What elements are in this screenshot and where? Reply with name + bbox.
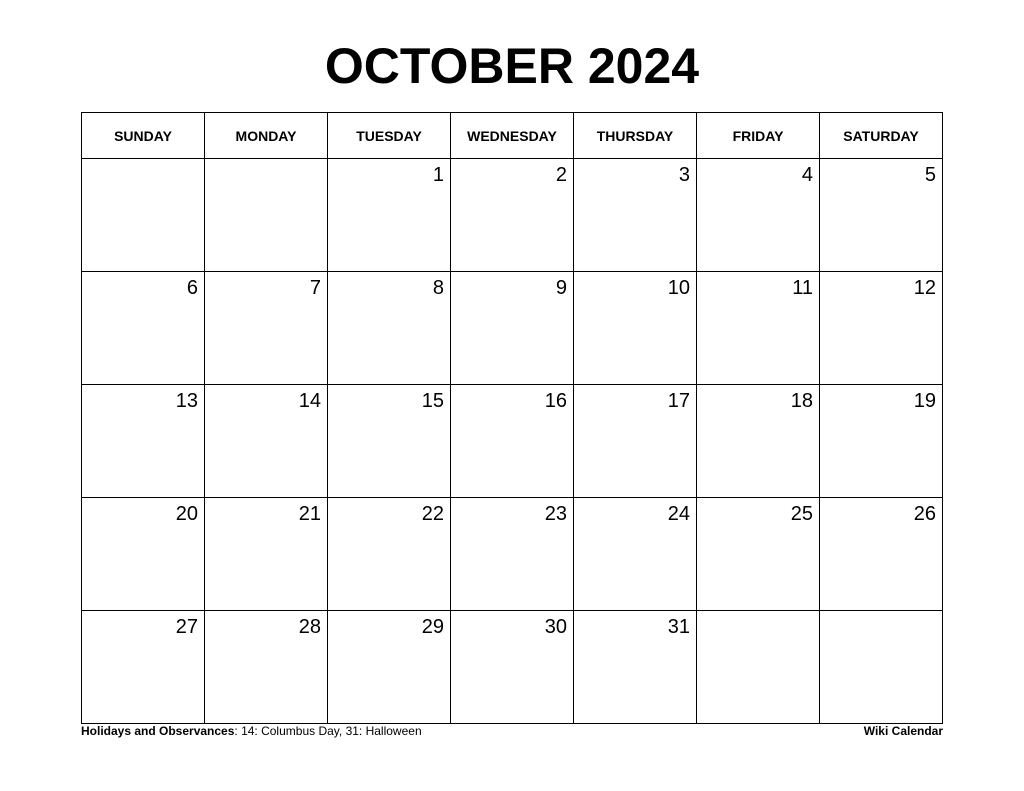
day-number xyxy=(820,611,942,616)
day-cell xyxy=(820,159,943,272)
week-row xyxy=(82,611,943,724)
weekday-sunday: SUNDAY xyxy=(82,113,205,159)
day-number: 24 xyxy=(667,503,690,525)
day-cell xyxy=(697,272,820,385)
day-cell xyxy=(697,498,820,611)
day-number: 17 xyxy=(667,390,690,412)
week-row xyxy=(82,385,943,498)
day-number: 29 xyxy=(421,616,444,638)
day-number: 21 xyxy=(298,503,321,525)
day-number: 23 xyxy=(544,503,567,525)
day-cell xyxy=(328,498,451,611)
day-cell xyxy=(205,159,328,272)
day-number: 3 xyxy=(678,164,690,186)
weekday-tuesday: TUESDAY xyxy=(328,113,451,159)
day-cell xyxy=(574,498,697,611)
weekday-monday: MONDAY xyxy=(205,113,328,159)
day-cell xyxy=(82,498,205,611)
day-cell xyxy=(697,611,820,724)
holidays-label: Holidays and Observances xyxy=(81,724,235,738)
day-number: 2 xyxy=(555,164,567,186)
holidays-text: : 14: Columbus Day, 31: Halloween xyxy=(234,724,422,738)
week-row xyxy=(82,272,943,385)
day-number: 19 xyxy=(913,390,936,412)
day-number: 16 xyxy=(544,390,567,412)
day-cell xyxy=(205,498,328,611)
day-number: 6 xyxy=(186,277,198,299)
day-cell xyxy=(451,611,574,724)
day-cell xyxy=(205,611,328,724)
day-number: 27 xyxy=(175,616,198,638)
day-number: 28 xyxy=(298,616,321,638)
calendar-grid xyxy=(81,112,943,724)
day-number xyxy=(205,159,327,164)
day-number: 13 xyxy=(175,390,198,412)
day-cell xyxy=(328,159,451,272)
day-number: 7 xyxy=(309,277,321,299)
weekday-wednesday: WEDNESDAY xyxy=(451,113,574,159)
day-cell xyxy=(205,385,328,498)
day-cell xyxy=(451,498,574,611)
calendar-title: OCTOBER 2024 xyxy=(324,38,700,94)
day-number: 9 xyxy=(555,277,567,299)
day-cell xyxy=(574,385,697,498)
day-cell xyxy=(451,385,574,498)
day-number: 14 xyxy=(298,390,321,412)
day-number: 8 xyxy=(432,277,444,299)
day-cell xyxy=(82,159,205,272)
brand-label: Wiki Calendar xyxy=(863,724,943,738)
day-cell xyxy=(820,385,943,498)
day-number: 31 xyxy=(667,616,690,638)
day-cell xyxy=(205,272,328,385)
day-number: 20 xyxy=(175,503,198,525)
day-cell xyxy=(574,272,697,385)
day-cell xyxy=(820,611,943,724)
day-cell xyxy=(574,159,697,272)
day-number: 18 xyxy=(790,390,813,412)
week-row xyxy=(82,498,943,611)
day-number: 15 xyxy=(421,390,444,412)
day-cell xyxy=(82,385,205,498)
day-cell xyxy=(697,159,820,272)
weekday-header-row xyxy=(82,113,943,159)
day-number: 22 xyxy=(421,503,444,525)
day-number xyxy=(697,611,819,616)
day-cell xyxy=(451,272,574,385)
day-cell xyxy=(820,272,943,385)
day-cell xyxy=(82,611,205,724)
weekday-friday: FRIDAY xyxy=(697,113,820,159)
day-cell xyxy=(82,272,205,385)
weekday-thursday: THURSDAY xyxy=(574,113,697,159)
weekday-saturday: SATURDAY xyxy=(820,113,943,159)
day-number: 5 xyxy=(924,164,936,186)
day-cell xyxy=(697,385,820,498)
day-number: 30 xyxy=(544,616,567,638)
day-number: 12 xyxy=(913,277,936,299)
day-number: 26 xyxy=(913,503,936,525)
day-cell xyxy=(820,498,943,611)
day-number: 4 xyxy=(801,164,813,186)
day-cell xyxy=(328,272,451,385)
day-number: 25 xyxy=(790,503,813,525)
day-number: 10 xyxy=(667,277,690,299)
week-row xyxy=(82,159,943,272)
day-cell xyxy=(574,611,697,724)
day-number: 11 xyxy=(792,277,813,299)
day-number xyxy=(82,159,204,164)
day-cell xyxy=(451,159,574,272)
holidays-note xyxy=(81,724,422,738)
day-cell xyxy=(328,385,451,498)
day-cell xyxy=(328,611,451,724)
day-number: 1 xyxy=(432,164,444,186)
